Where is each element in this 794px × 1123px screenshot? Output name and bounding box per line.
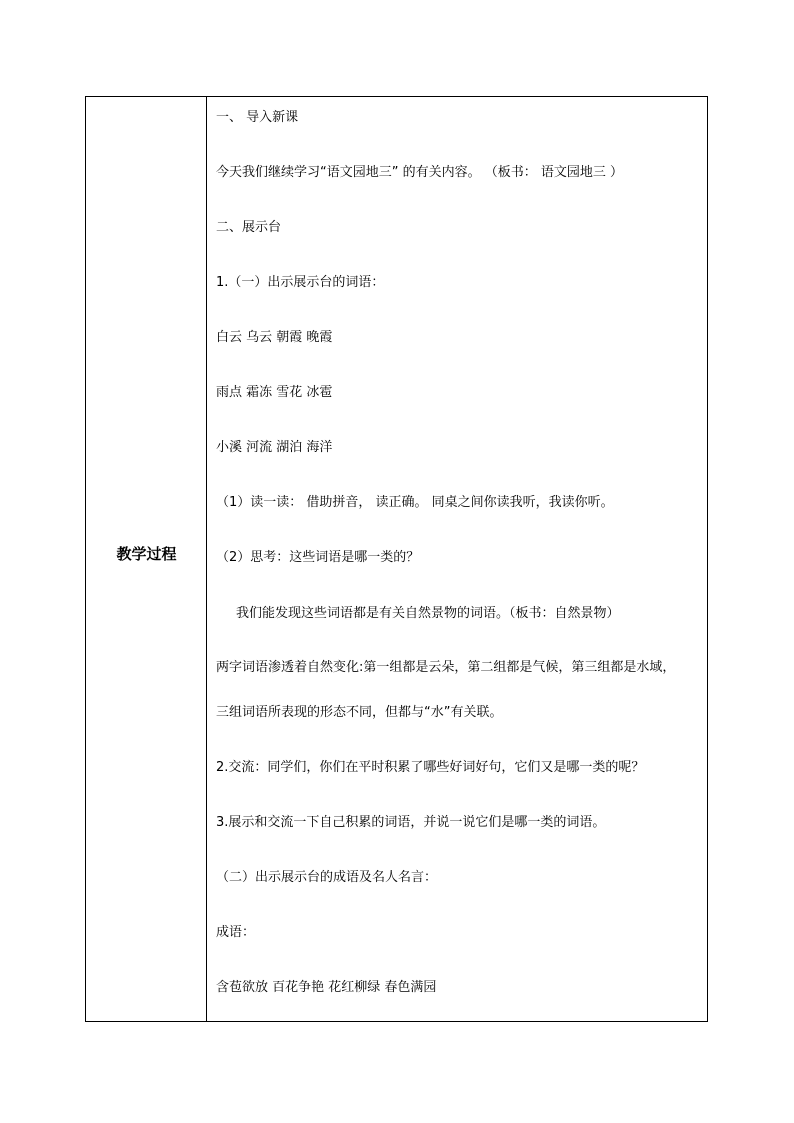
word-group-line: 小溪 河流 湖泊 海洋 [216, 440, 333, 455]
paragraph-line: 1.（一）出示展示台的词语： [216, 275, 385, 290]
idiom-line: 含苞欲放 百花争艳 花红柳绿 春色满园 [216, 980, 437, 995]
word-group-line: 白云 乌云 朝霞 晚霞 [216, 330, 333, 345]
content-cell [207, 97, 707, 1021]
paragraph-line: （二）出示展示台的成语及名人名言： [216, 870, 438, 885]
lesson-plan-table [85, 96, 708, 1022]
paragraph-line: 今天我们继续学习“语文园地三” 的有关内容。 （板书： 语文园地三 ） [216, 165, 623, 180]
heading-intro: 一、 导入新课 [216, 110, 299, 125]
section-label: 教学过程 [116, 545, 177, 563]
label-cell [86, 97, 207, 1021]
word-group-line: 雨点 霜冻 雪花 冰雹 [216, 385, 333, 400]
heading-showcase: 二、展示台 [216, 220, 282, 235]
paragraph-line: 3.展示和交流一下自己积累的词语，并说一说它们是哪一类的词语。 [216, 815, 606, 830]
paragraph-line: 三组词语所表现的形态不同，但都与“水”有关联。 [216, 705, 503, 720]
paragraph-line: 2.交流：同学们，你们在平时积累了哪些好词好句，它们又是哪一类的呢？ [216, 760, 645, 775]
paragraph-line: 两字词语渗透着自然变化:第一组都是云朵，第二组都是气候，第三组都是水域， [216, 660, 676, 675]
paragraph-line: （2）思考：这些词语是哪一类的？ [216, 550, 420, 565]
paragraph-line: 我们能发现这些词语都是有关自然景物的词语。（板书：自然景物） [236, 606, 620, 621]
paragraph-line: （1）读一读： 借助拼音， 读正确。 同桌之间你读我听，我读你听。 [216, 495, 614, 510]
paragraph-line: 成语： [216, 925, 256, 940]
